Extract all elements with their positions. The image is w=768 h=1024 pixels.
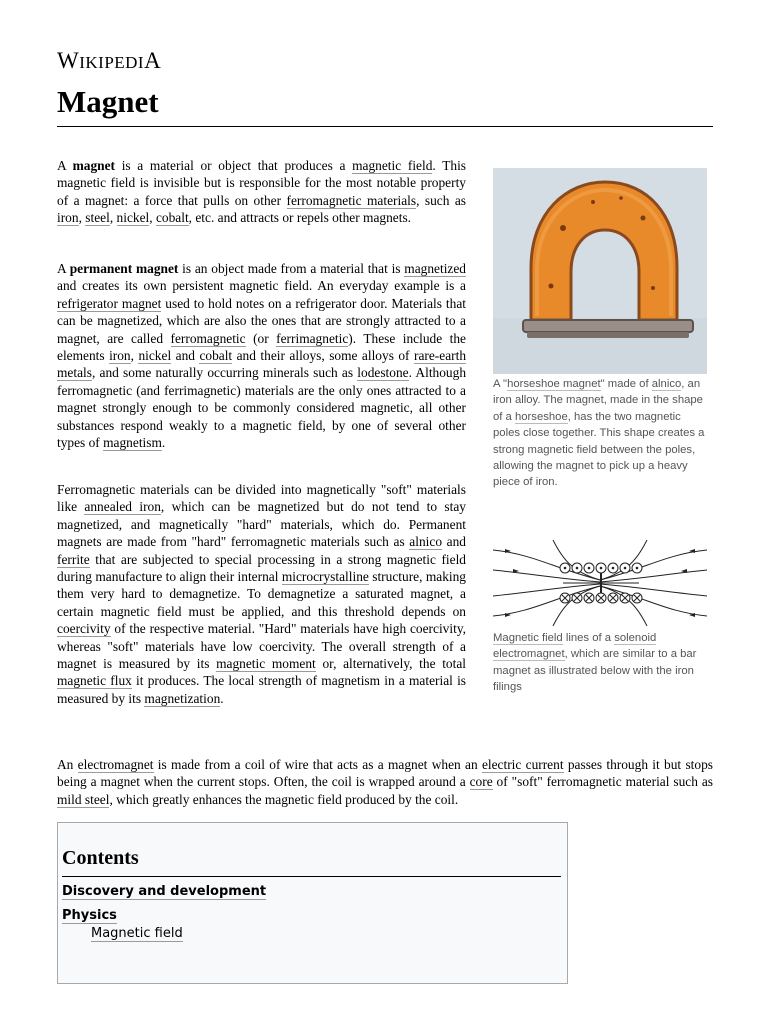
article-link[interactable]: ferromagnetic materials [286,192,417,208]
article-link[interactable]: coercivity [57,621,111,637]
article-link[interactable]: magnetization [144,690,221,706]
article-link[interactable]: cobalt [199,348,233,364]
paragraph-4: An electromagnet is made from a coil of wire that acts as a magnet when an electric current passes through it but stops being a magnet when the current stops. Often, the coil is wrapped around a core of "soft" ferromagnetic material such as mild steel, which greatly enhances the magnetic field produced by the coil. [57,757,713,807]
horseshoe-caption: A "horseshoe magnet" made of alnico, an iron alloy. The magnet, made in the shape of a horseshoe, has the two magnetic poles close together. This shape creates a strong magnetic field between the poles, allowing the magnet to pick up a heavy piece of iron. [493,378,705,489]
article-link[interactable]: magnetized [404,261,466,276]
article-link[interactable]: electromagnet [77,757,154,772]
logo-letter-a: A [144,48,162,73]
article-link[interactable]: microcrystalline [281,569,369,585]
paragraph-3: Ferromagnetic materials can be divided into magnetically "soft" materials like annealed iron, which can be magnetized but do not tend to stay magnetized, and magnetically "hard" materials, which do. Permanent magnets are made from "hard" ferromagnetic materials such as alnico and ferrite that are subjected to special processing in a strong magnetic field during manufacture to align their internal microcrystalline structure, making them very hard to demagnetize. To demagnetize a saturated magnet, a certain magnetic field must be applied, and this threshold depends on coercivity of the respective material. "Hard" materials have high coercivity, whereas "soft" materials have low coercivity. The overall strength of a magnet is measured by its magnetic moment or, alternatively, the total magnetic flux it produces. The local strength of magnetism in a material is measured by its magnetization. [57,482,467,706]
bold-term: permanent magnet [69,261,179,276]
article-link[interactable]: solenoid [614,632,657,644]
wikipedia-logo[interactable] [57,48,161,74]
ferromagnetic-paragraph [57,481,466,707]
article-link[interactable]: iron [57,210,79,226]
toc-item-physics[interactable] [62,908,117,923]
intro-paragraph [57,157,466,227]
paragraph-2: A permanent magnet is an object made from a material that is magnetized and creates its own persistent magnetic field. An everyday example is a refrigerator magnet used to hold notes on a refrigerator door. Materials that can be magnetized, which are also the ones that are strongly attracted to a magnet, are called ferromagnetic (or ferrimagnetic). These include the elements iron, nickel and cobalt and their alloys, some alloys of rare-earth metals, and some naturally occurring minerals such as lodestone. Although ferromagnetic (and ferrimagnetic) materials are the only ones attracted to a magnet strongly enough to be commonly considered magnetic, all other substances respond weakly to a magnetic field, by one of several other types of magnetism. [57,261,467,451]
article-link[interactable]: nickel [138,348,172,364]
article-link[interactable]: magnetic moment [216,656,316,672]
article-link[interactable]: iron [109,348,131,364]
article-link[interactable]: ferromagnetic [170,330,246,346]
article-link[interactable]: alnico [409,534,443,550]
toc-title: Contents [62,847,139,869]
toc-divider [62,876,561,877]
bold-term: magnet [72,158,116,173]
article-link[interactable]: rare-earth metals [57,348,467,381]
article-link[interactable]: ferrite [57,551,90,567]
article-link[interactable]: horseshoe magnet [507,378,601,390]
electromagnet-paragraph [57,756,713,808]
article-link[interactable]: core [469,774,493,790]
logo-letter-w: W [57,48,80,73]
page-title: Magnet [57,84,159,119]
article-link[interactable]: electromagnet [493,648,565,661]
article-link[interactable]: annealed iron [84,499,161,515]
solenoid-field-diagram[interactable] [493,540,707,626]
toc-item-label: Physics [62,908,117,923]
article-link[interactable]: alnico [651,378,682,390]
permanent-magnet-paragraph [57,260,466,451]
logo-smallcaps: IKIPEDI [79,53,145,72]
solenoid-caption: Magnetic field lines of a solenoid electromagnet, which are similar to a bar magnet as illustrated below with the iron filings [493,632,697,694]
article-link[interactable]: Magnetic field [493,632,563,644]
toc-item-label: Discovery and development [62,884,267,899]
article-link[interactable]: refrigerator magnet [57,295,162,311]
article-link[interactable]: ferrimagnetic [276,330,349,346]
article-link[interactable]: cobalt [155,210,189,226]
paragraph-1: A magnet is a material or object that produces a magnetic field. This magnetic field is invisible but is responsible for the most notable property of a magnet: a force that pulls on other ferromagnetic materials, such as iron, steel, nickel, cobalt, etc. and attracts or repels other magnets. [57,158,466,226]
toc-item-magnetic-field[interactable] [91,926,183,941]
article-link[interactable]: horseshoe [514,410,568,423]
article-link[interactable]: steel [85,210,110,226]
article-link[interactable]: magnetic flux [57,673,132,689]
article-link[interactable]: magnetic field [352,158,433,173]
title-divider [57,126,713,127]
article-link[interactable]: mild steel [57,791,110,807]
article-link[interactable]: electric current [481,757,564,772]
toc-item-discovery[interactable] [62,884,266,899]
article-link[interactable]: nickel [116,210,150,226]
table-of-contents [57,822,568,984]
horseshoe-magnet-image[interactable] [493,168,707,374]
article-link[interactable]: lodestone [357,365,409,381]
article-link[interactable]: magnetism [103,435,162,451]
toc-item-label: Magnetic field [91,926,183,941]
